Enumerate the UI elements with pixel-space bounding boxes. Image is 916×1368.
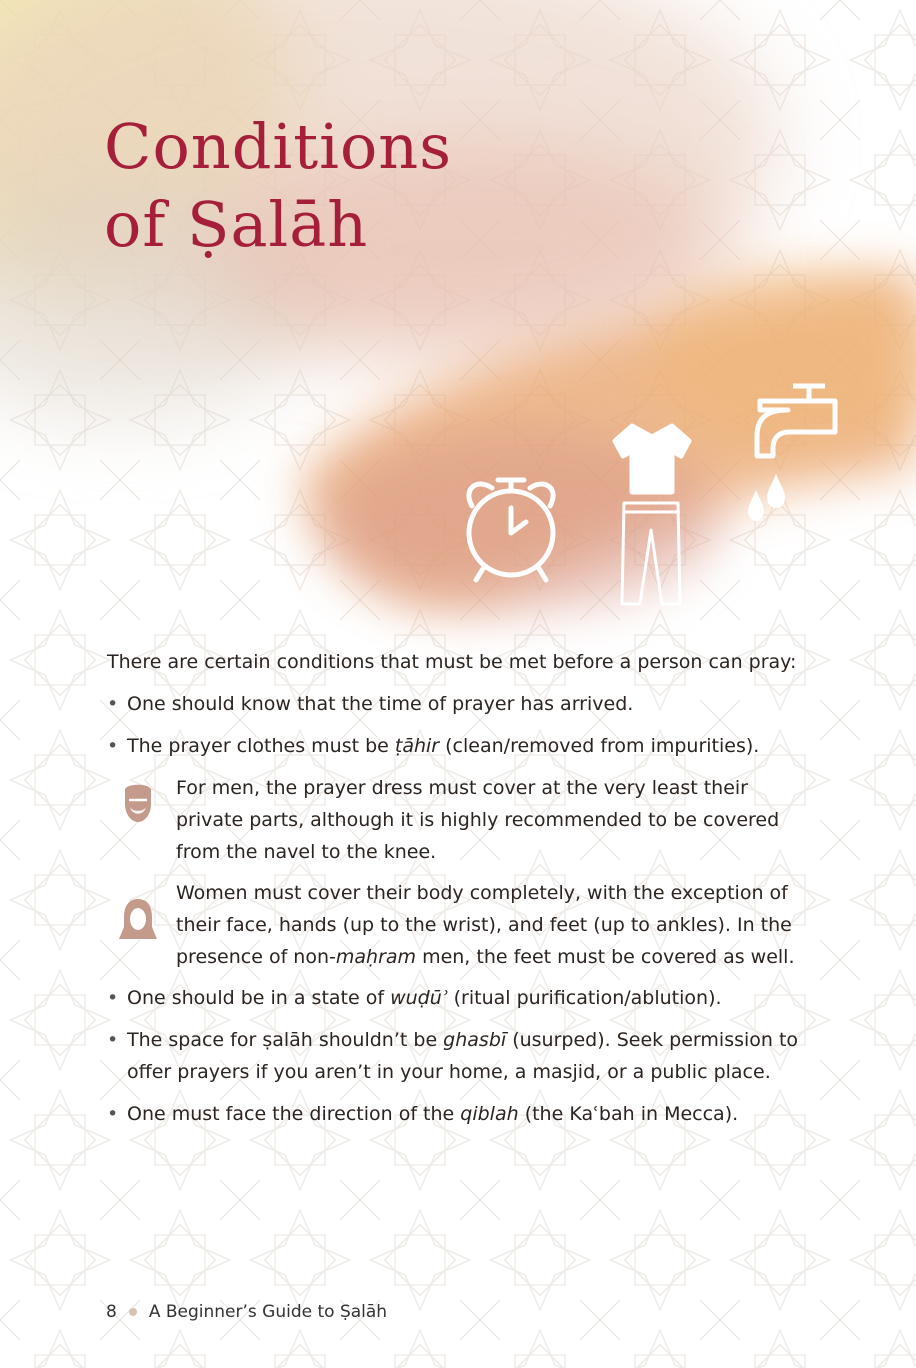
page-number: 8 [106, 1302, 117, 1322]
bullet-qiblah-text-end: (the Kaʿbah in Mecca). [518, 1103, 739, 1125]
footer-separator-dot [129, 1308, 137, 1316]
bullet-clothes-text-end: (clean/removed from impurities). [439, 735, 760, 757]
page-title-line1: Conditions [104, 110, 453, 183]
man-icon [117, 780, 159, 824]
bullet-clothes [107, 730, 807, 762]
bullet-time-text: One should know that the time of prayer has arrived. [127, 693, 634, 715]
bullet-qiblah-text: One must face the direction of the [127, 1103, 461, 1125]
main-content [107, 646, 807, 1140]
note-women-text: Women must cover their body completely, with the exception of their face, hands (up to the wrist), and feet (up to ankles). In the presence of non- [176, 882, 792, 968]
bullet-wudu [107, 982, 807, 1014]
book-title: A Beginner’s Guide to Ṣalāh [148, 1302, 388, 1322]
intro-text: There are certain conditions that must be met before a person can pray: [107, 651, 797, 673]
note-women-text-end: men, the feet must be covered as well. [416, 946, 795, 968]
term-tahir: ṭāhir [394, 735, 440, 757]
term-qiblah: qiblah [460, 1103, 519, 1125]
term-mahram: maḥram [335, 946, 417, 968]
bullet-wudu-text-end: (ritual purification/ablution). [447, 987, 722, 1009]
note-men-text: For men, the prayer dress must cover at the very least their private parts, although it is highly recommended to be covered from the navel to the knee. [176, 777, 780, 863]
bullet-space-text-end: (usurped). Seek permission to offer prayers if you aren’t in your home, a masjid, or a public place. [127, 1029, 799, 1083]
term-wudu: wuḍūʾ [390, 987, 448, 1009]
bullet-space-text: The space for ṣalāh shouldn’t be [127, 1029, 444, 1051]
page-title [104, 108, 452, 264]
bullet-clothes-text: The prayer clothes must be [127, 735, 395, 757]
bullet-time [107, 688, 807, 720]
page-footer [106, 1302, 387, 1322]
bullet-qiblah [107, 1098, 807, 1130]
bullet-space [107, 1024, 807, 1088]
term-ghasbi: ghasbī [443, 1029, 507, 1051]
page-title-line2: of Ṣalāh [104, 188, 369, 261]
note-women [107, 877, 807, 973]
woman-icon [117, 897, 159, 941]
note-men [107, 772, 807, 868]
bullet-wudu-text: One should be in a state of [127, 987, 391, 1009]
